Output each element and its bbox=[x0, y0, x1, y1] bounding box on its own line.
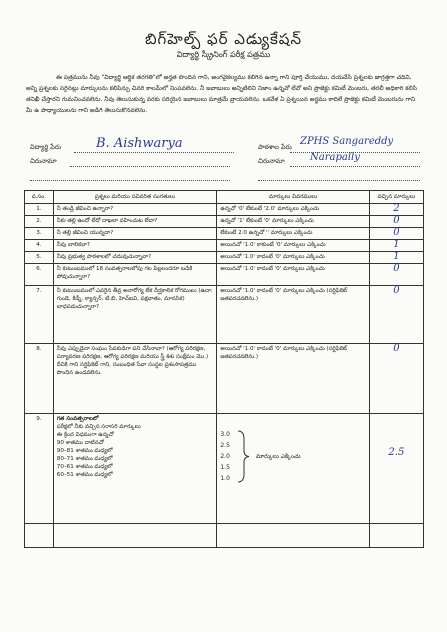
scale-value: 2.0 bbox=[220, 453, 230, 460]
row-sno: 4. bbox=[25, 240, 54, 252]
row-marks-detail: ఉన్నచో '1' లేకుంటే '0' మార్కులు ఎక్కించు bbox=[217, 216, 369, 228]
row-marks-detail: అయినచో '1.0' కాకుంటే '0' మార్కులు ఎక్కించు bbox=[217, 240, 369, 252]
col-header-marks-obtained: వచ్చిన మార్కులు bbox=[369, 191, 423, 204]
handwritten-mark: 0 bbox=[393, 215, 400, 226]
row-sno: 5. bbox=[25, 252, 54, 264]
row-marks-detail: అయినచో '1.0' కాదంటే '0' మార్కులు ఎక్కించు (సర్టిఫికెట్ జతపరచవలెను.) bbox=[217, 286, 369, 344]
row-sno: 6. bbox=[25, 264, 54, 286]
row-sno: 7. bbox=[25, 286, 54, 344]
handwritten-mark: 2 bbox=[393, 203, 400, 214]
col-header-question: ప్రశ్నలు మరియు సవివరిత సంగతులు bbox=[53, 191, 217, 204]
table-row bbox=[25, 204, 424, 216]
q9-line: 90–81 శాతము మధ్యలో bbox=[56, 448, 113, 454]
table-row bbox=[25, 252, 424, 264]
row-sno: 1. bbox=[25, 204, 54, 216]
table-header-row bbox=[25, 191, 424, 204]
row-question: నీవు ఎప్పుడైనా సంఘం సేవకుడిగా పని చేసినావా? (ఆరోగ్య పరిరక్షణ, పర్యావరణ పరిరక్షణ, ఆరోగ్య పరిరక్షణ మరియు స్త్రీ శిశు సంక్షేమం మొ.) దీనికి గాని సర్టిఫికెట్ గాని, సంబంధిత సేవా సంస్థల ప్రశంసాపత్రము పొందిన ఉండవలెను. bbox=[53, 344, 217, 414]
handwritten-mark: 0 bbox=[393, 227, 400, 238]
table-row bbox=[25, 414, 424, 524]
empty-cell bbox=[53, 524, 217, 548]
student-name-line bbox=[74, 152, 234, 153]
row-marks-obtained[interactable] bbox=[369, 286, 423, 344]
empty-cell bbox=[369, 524, 423, 548]
table-row bbox=[25, 216, 424, 228]
form-title: బిగ్‌హెల్ప్ ఫర్ ఎడ్యుకేషన్ bbox=[144, 30, 303, 48]
row-marks-obtained[interactable] bbox=[369, 240, 423, 252]
q9-line: 90 శాతము దాటినచో bbox=[56, 440, 105, 446]
table-row bbox=[25, 344, 424, 414]
row-question: నీ తండ్రి జీవించి ఉన్నారా? bbox=[53, 204, 217, 216]
instructions-paragraph: ఈ పత్రమును నీవు "విద్యార్థి ఆర్థిక తరగతి"లో అర్హత పొందిన గాని, అంగవైకల్యము కలిగిన ఉన్నా గాని పూర్తి చేయుము, దయచేసి ప్రశ్నలకు జాగ్రత్తగా చదివి, అన్ని ప్రశ్నలకు సరైనట్లు మార్కులను కలిపిన్పు చివరి కాలమ్‌లో నింపవలెను. నీ జవాబులు అన్నిటిలిని నిజాం ఉన్నవో లేవో అని ప్రాజెక్టు కమిటీ మెంబరు, తరలీ అధికారి కలిసి తనిఖీ చేస్తారని గుమనించవలెను. నీవు తెలుసుకున్న వరకు సరియైన జవాబులు మాత్రమే వ్రాయవలెను. ఒకవేళ ఏ ప్రశ్నయిన అర్థము కాదిలే ప్రాజెక్టు కమిటీ మెంబరును గాని మీ ఉ పాధ్యాయులను గాని అడిగి తెలుసుకొనవలెను. bbox=[26, 74, 417, 114]
scale-value: 1.5 bbox=[220, 464, 230, 471]
row-sno: 9. bbox=[25, 414, 54, 524]
row-marks-obtained[interactable] bbox=[369, 264, 423, 286]
handwritten-mark: 2.5 bbox=[388, 447, 405, 458]
empty-cell bbox=[25, 524, 54, 548]
table-row bbox=[25, 286, 424, 344]
form-subtitle: విద్యార్థి స్క్రీనింగ్ పరీక్ష పత్రము bbox=[176, 50, 271, 59]
table-row bbox=[25, 240, 424, 252]
table-row bbox=[25, 228, 424, 240]
handwritten-mark: 0 bbox=[393, 343, 400, 354]
address-line-right bbox=[290, 166, 420, 167]
address-label: చిరునామా bbox=[30, 157, 57, 165]
row-marks-detail: అయినచో '1.0' కాదంటే '0' మార్కులు ఎక్కించు bbox=[217, 264, 369, 286]
row-question: నీవు బాలికవా? bbox=[53, 240, 217, 252]
handwritten-mark: 0 bbox=[393, 285, 400, 296]
table-row bbox=[25, 264, 424, 286]
row-marks-detail: అయినచో '1.0' కాదంటే '0' మార్కులు ఎక్కించు (సర్టిఫికెట్ జతపరచవలెను.) bbox=[217, 344, 369, 414]
row-question: నీ కుటుంబములో ఎవరైన తీవ్ర అనారోగ్య లేక దీర్ఘకాలిక రోగములు (ఉదా: గుండె, కిడ్నీ, క్యాన్సర్, టి.బి, హెచ్‌ఐవి, పక్షవాతం, మానసిక) బాధపడుచున్నారా? bbox=[53, 286, 217, 344]
row-marks-obtained[interactable] bbox=[369, 252, 423, 264]
student-name-label: విద్యార్థి పేరు bbox=[30, 143, 62, 151]
row-question: నీ తల్లి జీవించి యున్నదా? bbox=[53, 228, 217, 240]
curly-brace-icon bbox=[236, 429, 250, 484]
school-name-label: పాఠశాల పేరు bbox=[258, 143, 292, 151]
handwritten-mark: 0 bbox=[393, 263, 400, 274]
address-line bbox=[70, 166, 230, 167]
col-header-marks-detail: మార్కులు వివరములు bbox=[217, 191, 369, 204]
q9-line: ఈ క్రింద విధముగా ఉన్నచో bbox=[56, 432, 114, 438]
row-marks-obtained[interactable] bbox=[369, 228, 423, 240]
scale-value: 3.0 bbox=[220, 431, 230, 438]
handwritten-mark: 1 bbox=[393, 239, 400, 250]
address-label-2: చిరునామా bbox=[258, 157, 285, 165]
col-header-sno: వ.సం. bbox=[25, 191, 54, 204]
school-name-value[interactable]: ZPHS Sangareddy bbox=[300, 136, 394, 147]
row-sno: 8. bbox=[25, 344, 54, 414]
row-question: నీ కుటుంబములో 18 సంవత్సరాలలోపు గల పిల్లలందరూ బడికి పోవుచున్నారా? bbox=[53, 264, 217, 286]
row-marks-obtained[interactable] bbox=[369, 414, 423, 524]
row-marks-detail: లేకుంటే 2.0 ఉన్నచో '' మార్కులు ఎక్కించు bbox=[217, 228, 369, 240]
row-sno: 2. bbox=[25, 216, 54, 228]
row-marks-obtained[interactable] bbox=[369, 204, 423, 216]
table-row-empty bbox=[25, 524, 424, 548]
row-marks-scale bbox=[217, 414, 369, 524]
row-marks-detail: ఉన్నచో '0' లేకుంటే '2.0' మార్కులు ఎక్కించు bbox=[217, 204, 369, 216]
row-question: నీవు ప్రభుత్వ పాఠశాలలో చదువుచున్నావా? bbox=[53, 252, 217, 264]
empty-cell bbox=[217, 524, 369, 548]
row-question: నీకు తల్లి ఉందో లేదో దాఖలా వహించుట లేదా? bbox=[53, 216, 217, 228]
row-question-9 bbox=[53, 414, 217, 524]
q9-line: 80–71 శాతము మధ్యలో bbox=[56, 456, 113, 462]
marks-scale-values bbox=[220, 429, 230, 484]
row-marks-obtained[interactable] bbox=[369, 344, 423, 414]
q9-line: పరీక్షలో నీకు వచ్చిన సరాసరి మార్కులు bbox=[56, 424, 141, 430]
address-line-right-2 bbox=[258, 180, 420, 181]
row-sno: 3. bbox=[25, 228, 54, 240]
address-value-2[interactable]: Narapally bbox=[310, 152, 360, 163]
address-line-2 bbox=[30, 180, 230, 181]
row-marks-obtained[interactable] bbox=[369, 216, 423, 228]
handwritten-mark: 1 bbox=[393, 251, 400, 262]
q9-line: 70–61 శాతము మధ్యలో bbox=[56, 464, 113, 470]
student-name-value[interactable]: B. Aishwarya bbox=[96, 136, 183, 151]
q9-title: గత సంవత్సరాలలో bbox=[56, 416, 99, 422]
scale-value: 1.0 bbox=[220, 475, 230, 482]
q9-line: 60–51 శాతము మధ్యలో bbox=[56, 472, 113, 478]
row-marks-detail: అయినచో '1.0' కాదంటే '0' మార్కులు ఎక్కించు bbox=[217, 252, 369, 264]
scale-label: మార్కులు ఎక్కించు bbox=[255, 452, 301, 460]
scale-value: 2.5 bbox=[220, 442, 230, 449]
screening-table bbox=[24, 190, 424, 548]
